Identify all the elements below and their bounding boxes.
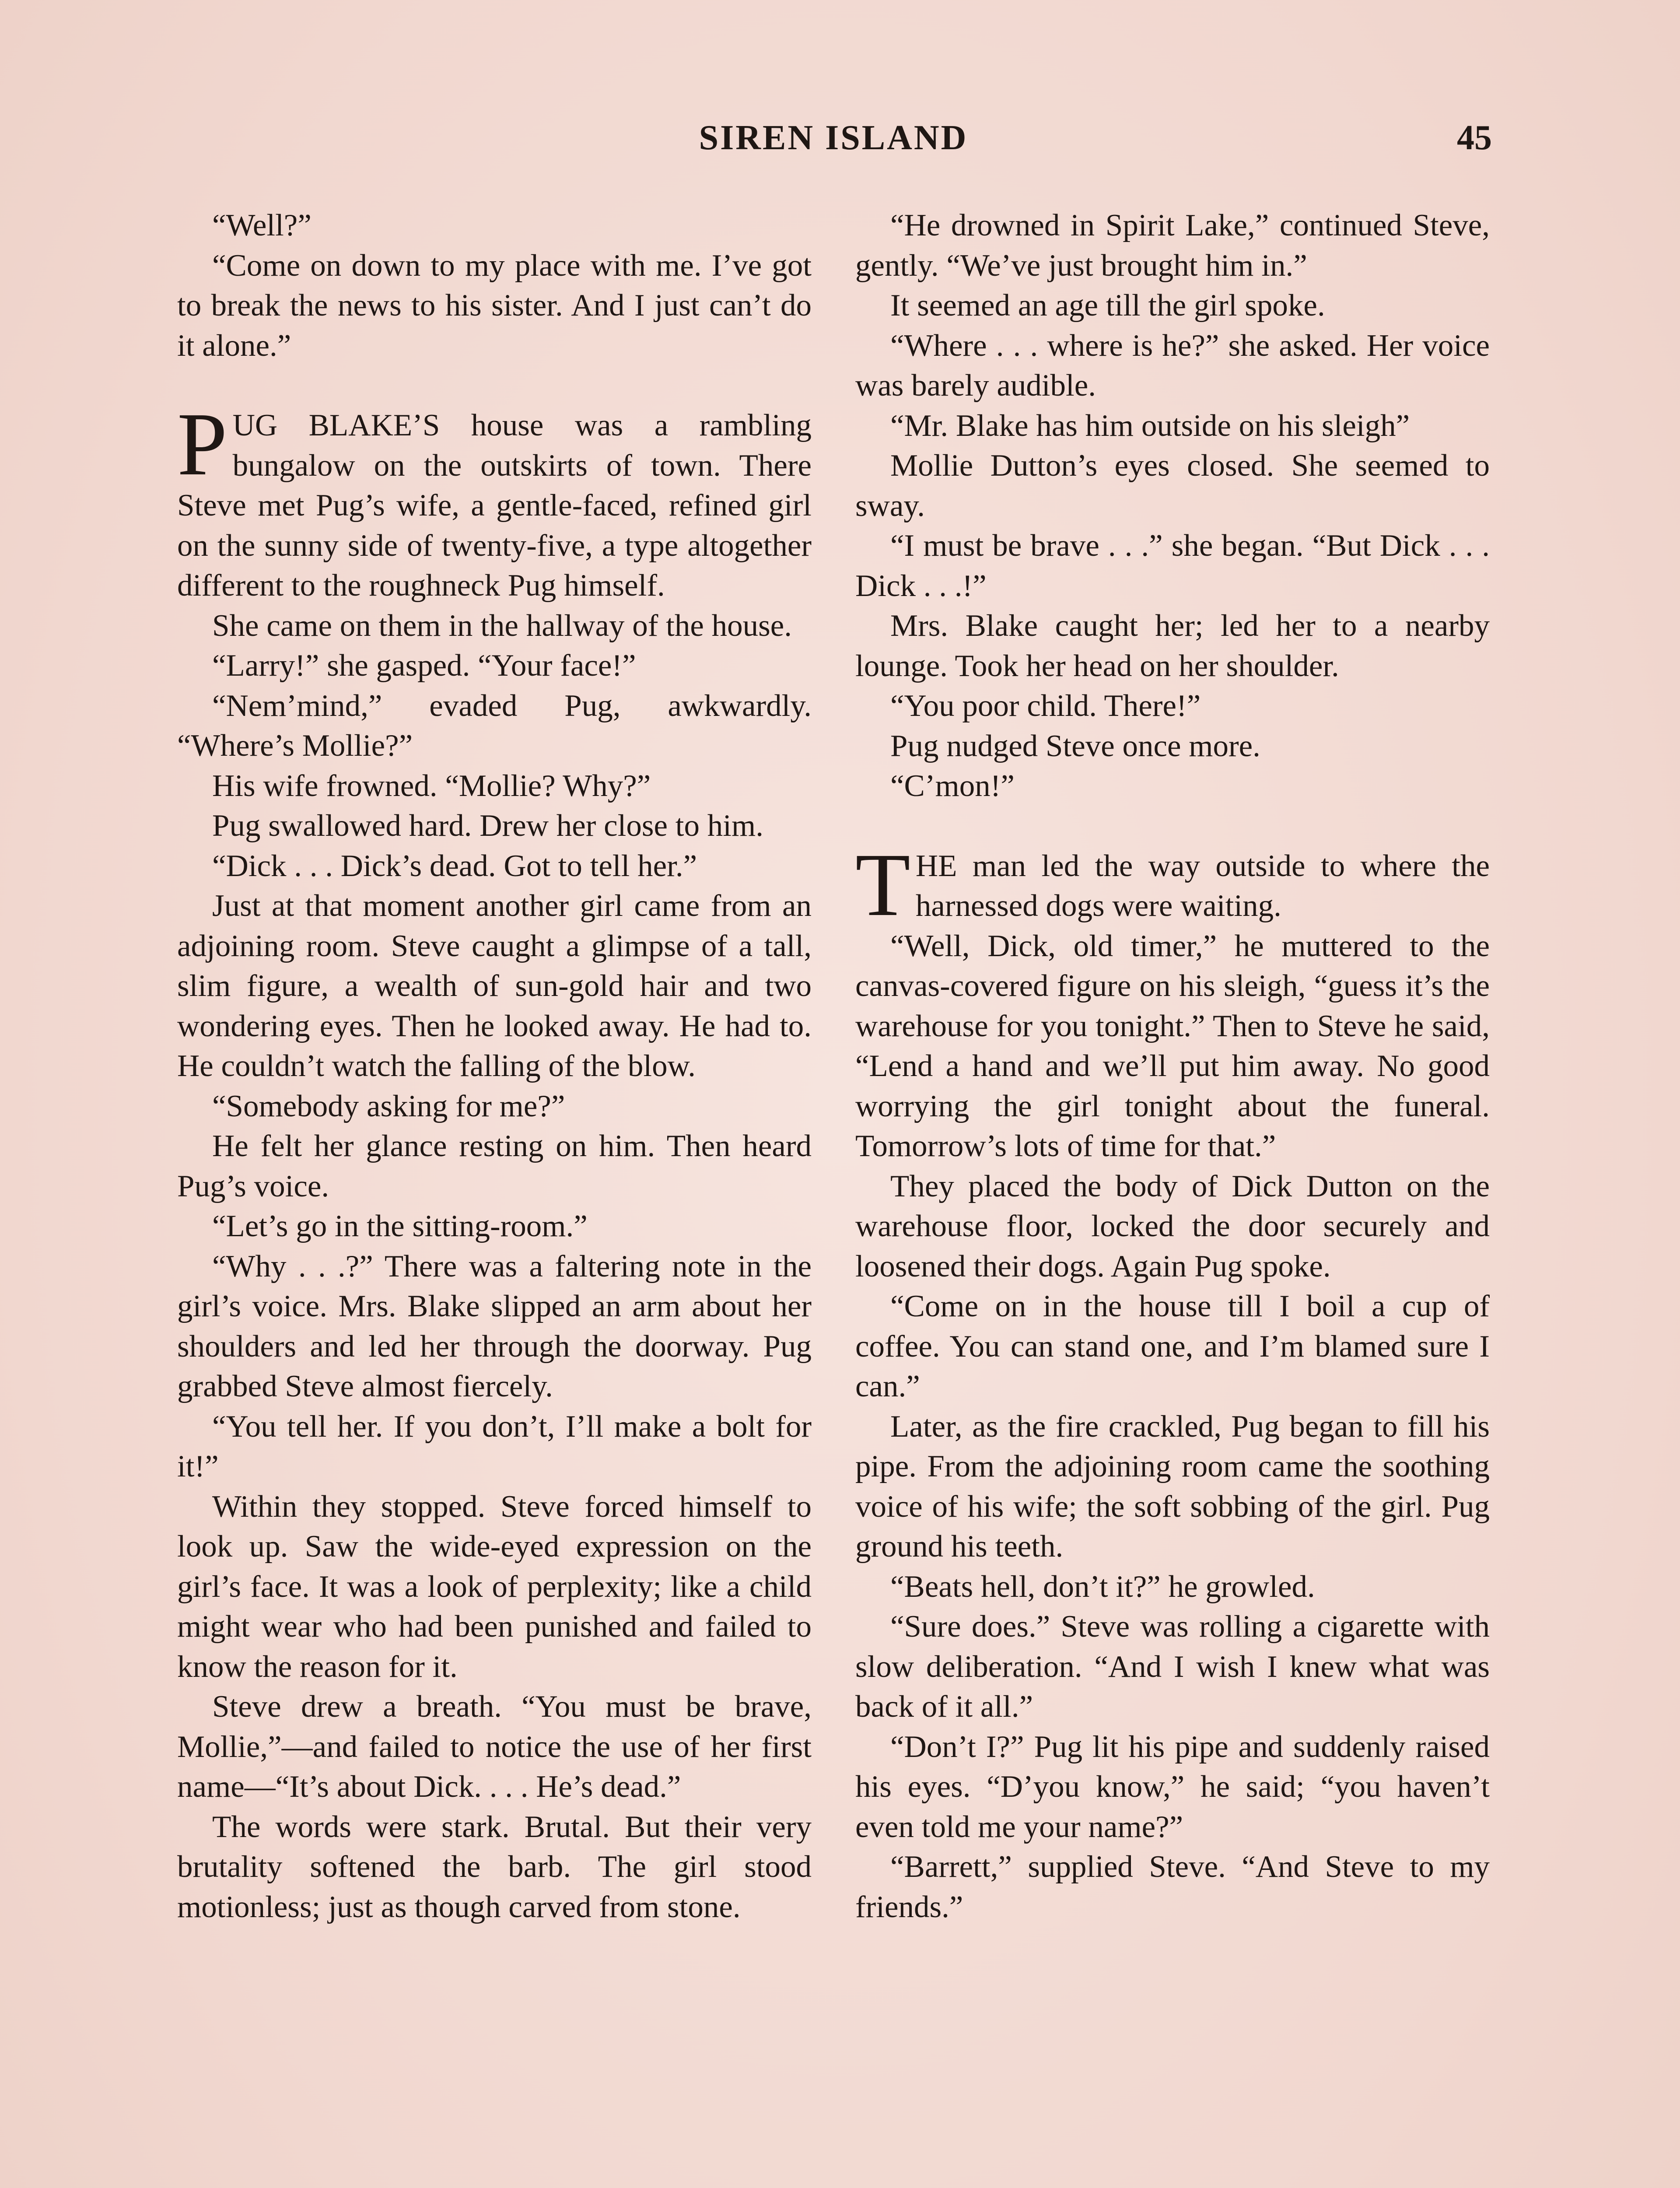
paragraph: It seemed an age till the girl spoke. — [890, 288, 1325, 323]
paragraph: “Mr. Blake has him outside on his sleigh” — [890, 408, 1410, 443]
paragraph: “Dick . . . Dick’s dead. Got to tell her.” — [212, 849, 697, 883]
paragraph: “Come on in the house till I boil a cup of coffee. You can stand one, and I’m blamed sure I can.” — [855, 1289, 1490, 1403]
paragraph: “Well, Dick, old timer,” he muttered to the canvas-covered figure on his sleigh, “guess it’s the warehouse for you tonight.” Then to Steve he said, “Lend a hand and we’ll put him away. No good worrying the girl tonight about the funeral. Tomorrow’s lots of time for that.” — [855, 929, 1490, 1163]
paragraph: Mrs. Blake caught her; led her to a nearby lounge. Took her head on her shoulder. — [855, 609, 1490, 683]
paragraph: “I must be brave . . .” she began. “But Dick . . . Dick . . .!” — [855, 529, 1490, 603]
paragraph: Pug nudged Steve once more. — [890, 729, 1260, 763]
running-header — [175, 118, 1492, 171]
paragraph: “Sure does.” Steve was rolling a cigarette with slow deliberation. “And I wish I knew what was back of it all.” — [855, 1609, 1490, 1724]
paragraph: Within they stopped. Steve forced himself to look up. Saw the wide-eyed expression on the girl’s face. It was a look of perplexity; like a child might wear who had been punished and failed to know the reason for it. — [177, 1489, 812, 1684]
paragraph: “Nem’mind,” evaded Pug, awkwardly. “Where’s Mollie?” — [177, 688, 812, 763]
paragraph: “Beats hell, don’t it?” he growled. — [890, 1569, 1315, 1604]
left-column — [177, 206, 812, 1927]
paragraph: “Come on down to my place with me. I’ve got to break the news to his sister. And I just can’t do it alone.” — [177, 248, 812, 363]
paragraph: The words were stark. Brutal. But their very brutality softened the barb. The girl stood motionless; just as though carved from stone. — [177, 1809, 812, 1924]
paragraph: He felt her glance resting on him. Then heard Pug’s voice. — [177, 1129, 812, 1203]
paragraph: “Well?” — [212, 208, 312, 242]
paragraph: Later, as the fire crackled, Pug began to fill his pipe. From the adjoining room came the soothing voice of his wife; the soft sobbing of the girl. Pug ground his teeth. — [855, 1409, 1490, 1564]
paragraph: “Where . . . where is he?” she asked. Her voice was barely audible. — [855, 328, 1490, 403]
paragraph: Just at that moment another girl came from an adjoining room. Steve caught a glimpse of a tall, slim figure, a wealth of sun-gold hair and two wondering eyes. Then he looked away. He had to. He couldn’t watch the falling of the blow. — [177, 889, 812, 1083]
paragraph: “You poor child. There!” — [890, 689, 1201, 723]
section-start-paragraph: PUG BLAKE’S house was a rambling bungalow on the outskirts of town. There Steve met Pug’s wife, a gentle-faced, refined girl on the sunny side of twenty-five, a type altogether different to the roughneck Pug himself. — [177, 394, 812, 603]
section-start-paragraph: THE man led the way outside to where the harnessed dogs were waiting. — [855, 834, 1490, 935]
right-column — [855, 206, 1490, 1927]
paragraph: “You tell her. If you don’t, I’ll make a bolt for it!” — [177, 1409, 812, 1483]
paragraph: “Barrett,” supplied Steve. “And Steve to my friends.” — [855, 1850, 1490, 1924]
paragraph: She came on them in the hallway of the house. — [212, 608, 792, 643]
running-title: SIREN ISLAND — [699, 119, 968, 157]
paragraph: Steve drew a breath. “You must be brave, Mollie,”—and failed to notice the use of her first name—“It’s about Dick. . . . He’s dead.” — [177, 1690, 812, 1804]
paragraph: “Let’s go in the sitting-room.” — [212, 1209, 588, 1243]
paragraph: “Why . . .?” There was a faltering note in the girl’s voice. Mrs. Blake slipped an arm about her shoulders and led her through the doorway. Pug grabbed Steve almost fiercely. — [177, 1249, 812, 1403]
paragraph: Mollie Dutton’s eyes closed. She seemed to sway. — [855, 449, 1490, 523]
paragraph: “Somebody asking for me?” — [212, 1089, 565, 1123]
paragraph: “He drowned in Spirit Lake,” continued Steve, gently. “We’ve just brought him in.” — [855, 208, 1490, 283]
paragraph: “C’mon!” — [890, 769, 1015, 803]
paragraph: “Larry!” she gasped. “Your face!” — [212, 649, 636, 683]
paragraph: “Don’t I?” Pug lit his pipe and suddenly raised his eyes. “D’you know,” he said; “you haven’t even told me your name?” — [855, 1729, 1490, 1844]
paragraph: His wife frowned. “Mollie? Why?” — [212, 768, 651, 803]
paragraph: Pug swallowed hard. Drew her close to him. — [212, 809, 763, 843]
page-number: 45 — [1457, 119, 1492, 157]
paragraph: They placed the body of Dick Dutton on the warehouse floor, locked the door securely and loosened their dogs. Again Pug spoke. — [855, 1169, 1490, 1283]
